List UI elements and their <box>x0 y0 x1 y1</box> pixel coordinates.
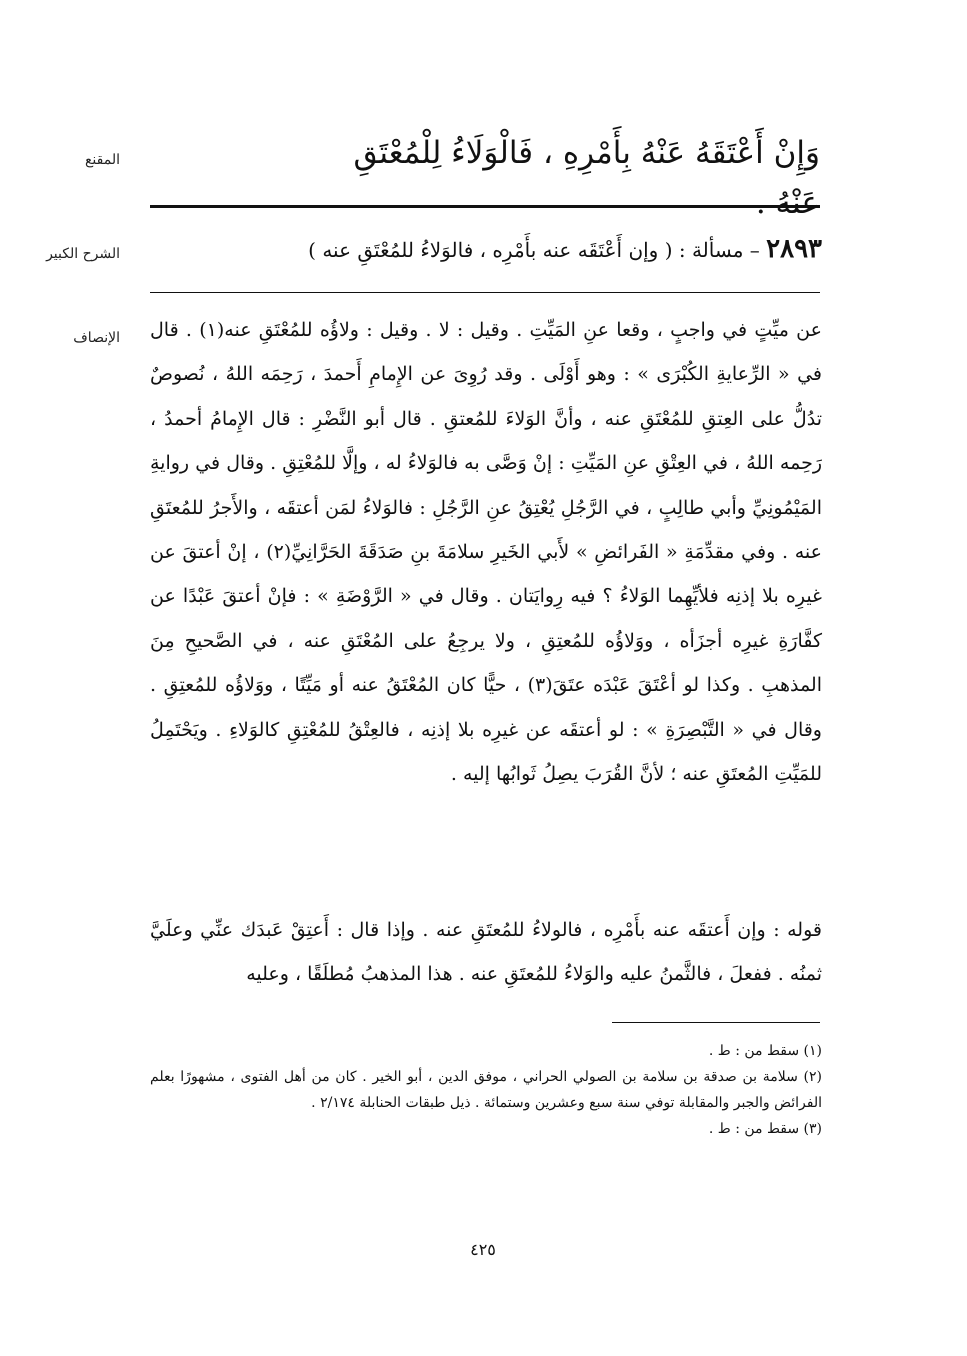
side-label-muqni: المقنع <box>84 152 120 168</box>
side-label-sharh: الشرح الكبير <box>46 246 120 262</box>
sharh-paragraph: قوله : وإن أَعتقَه عنه بأَمْرِه ، فالولاءُ للمُعتَقِ عنه . وإذا قال : أَعتِقْ عَبدَك عنِّي وعلَيَّ ثمنُه . ففعلَ ، فالثَّمنُ عليه والوَلاءُ للمُعتَقِ عنه . هذا المذهبُ مُطلَقًا ، وعليه <box>150 919 822 985</box>
footnote-3: (٣) سقط من : ط . <box>708 1121 822 1137</box>
insaf-paragraph: عن ميِّتٍ في واجبٍ ، وقعا عنِ المَيِّتِ . وقيل : لا . وقيل : ولاؤُه للمُعْتَقِ عنه(١) . قال في « الرِّعايةِ الكُبْرَى » : وهو أَوْلَى . وقد رُوِىَ عن الإِمامِ أَحمدَ ، رَحِمَه اللهُ ، نُصوصٌ تدُلُّ على العِتقِ للمُعْتَقِ عنه ، وأنَّ الوَلاءَ للمُعتقِ . قال أبو النَّضْرِ : قال الإِمامُ أحمدُ ، رَحِمه اللهُ ، في العِتْقِ عنِ المَيِّتِ : إنْ وَصَّى به فالوَلاءُ له ، وإلَّا للمُعْتِقِ . وقال في روايةِ المَيْمُونِيِّ وأبي طالِبٍ ، في الرَّجُلِ يُعْتِقُ عنِ الرَّجُلِ : فالوَلاءُ لمَن أعتقَه ، والأَجرُ للمُعتَقِ عنه . وفي مقدِّمَةِ « الفَرائضِ » لأَبي الخَيرِ سلامَةَ بنِ صَدَقَةَ الحَرَّانِيِّ(٢) ، إنْ أعتقَ عن غيرِه بلا إذنِه فلأيِّهِما الوَلاءُ ؟ فيه رِوايَتان . وقال في « الرَّوْضَةِ » : فإنْ أعتقَ عَبْدًا عن كفَّارَةِ غيرِه أجزَأه ، ووَلاؤُه للمُعتِقِ ، ولا يرجِعُ على المُعْتَقِ عنه ، في الصَّحيحِ مِنَ المذهبِ . وكذا لو أعْتَقَ عَبْدَه عتَقَ(٣) ، حيًّا كان المُعْتَقُ عنه أو مَيِّتًا ، ووَلاؤُه للمُعتِقِ . وقال في « التَّبْصِرَةِ » : لو أعتقَه عن غيرِه بلا إذنِه ، فالعِتْقُ للمُعْتِقِ كالوَلاءِ . ويَحْتَمِلُ للمَيِّتِ المُعتَقِ عنه ؛ لأنَّ القُرَبَ يصِلُ ثَوابُها إليه . <box>150 319 822 786</box>
muqni-verse: وَإِنْ أَعْتَقَهُ عَنْهُ بِأَمْرِهِ ، فَالْوَلَاءُ لِلْمُعْتَقِ عَنْهُ . <box>353 135 820 221</box>
footnote-divider <box>612 1022 820 1023</box>
side-label-insaf: الإنصاف <box>73 330 120 346</box>
footnote-1: (١) سقط من : ط . <box>708 1043 822 1059</box>
issue-number: ٢٨٩٣ <box>766 234 822 264</box>
page-number: ٤٢٥ <box>470 1240 496 1259</box>
issue-heading <box>150 228 822 271</box>
thick-divider <box>150 205 820 208</box>
thin-divider <box>150 292 820 293</box>
insaf-body <box>150 308 822 796</box>
footnotes <box>150 1038 822 1142</box>
issue-text: – مسألة : ( وإن أَعْتَقَه عنه بأَمْرِه ، فالوَلاءُ للمُعْتَقِ عنه ) <box>308 238 760 262</box>
footnote-2: (٢) سلامة بن صدقة بن سلامة بن الصولي الحراني ، موفق الدين ، أبو الخير . كان من أهل الفتوى ، مشهورًا بعلم الفرائض والجبر والمقابلة توفي سنة سبع وعشرين وستمائة . ذيل طبقات الحنابلة ٢/١٧٤ . <box>150 1069 822 1111</box>
sharh-body <box>150 908 822 996</box>
